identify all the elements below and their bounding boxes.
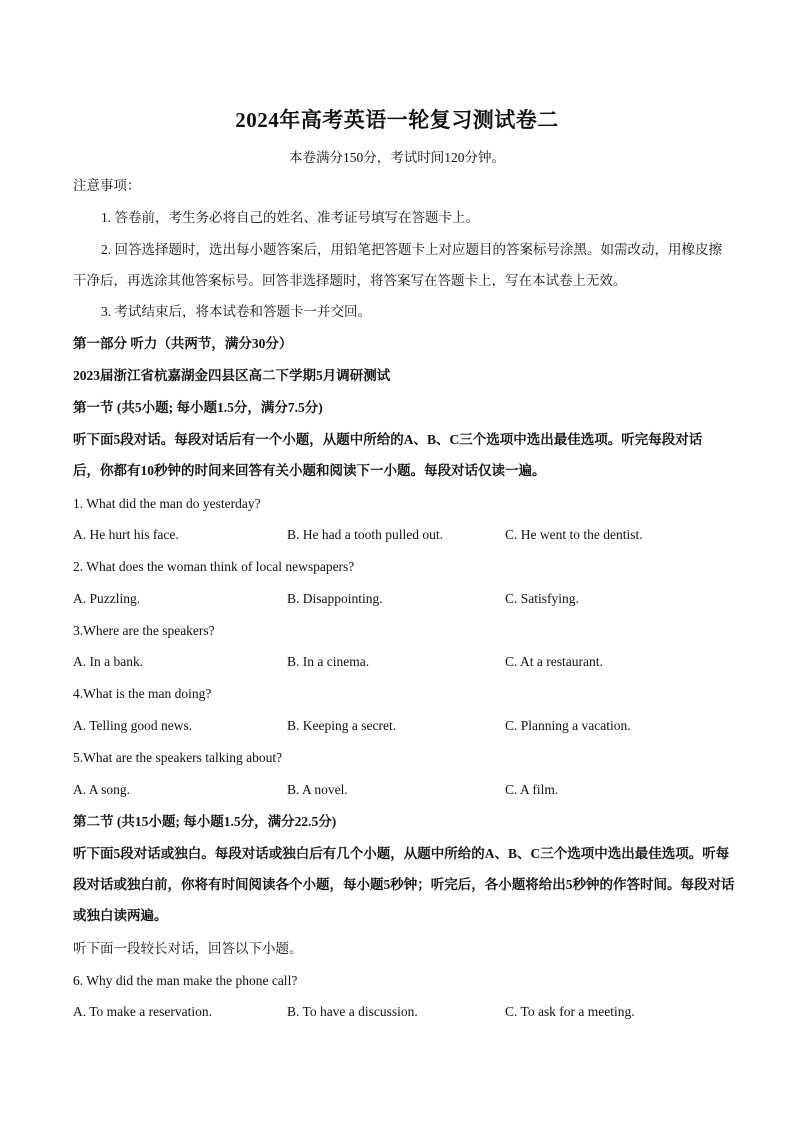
question-1-options [73,525,733,545]
question-6-option-b: B. To have a discussion. [287,1004,418,1019]
page-title: 2024年高考英语一轮复习测试卷二 [235,108,559,132]
question-4-option-b: B. Keeping a secret. [287,718,397,733]
notice-item-3: 3. 考试结束后，将本试卷和答题卡一并交回。 [101,304,371,319]
question-4-options [73,716,733,736]
question-2-options [73,589,733,609]
question-6-option-c: C. To ask for a meeting. [505,1004,635,1019]
question-2-stem: 2. What does the woman think of local newspapers? [73,559,355,574]
notice-heading: 注意事项： [73,178,141,193]
question-2-option-c: C. Satisfying. [505,591,579,606]
question-2-option-b: B. Disappointing. [287,591,383,606]
question-3-options [73,652,733,672]
question-1-option-a: A. He hurt his face. [73,527,179,542]
section1-instructions: 听下面5段对话。每段对话后有一个小题，从题中所给的A、B、C三个选项中选出最佳选项。听完每段对话后，你都有10秒钟的时间来回答有关小题和阅读下一小题。每段对话仅读一遍。 [73,432,703,478]
section1-heading: 第一节 (共5小题; 每小题1.5分，满分7.5分) [73,400,323,415]
question-4-option-c: C. Planning a vacation. [505,718,631,733]
question-5-option-b: B. A novel. [287,782,348,797]
question-4-stem: 4.What is the man doing? [73,686,212,701]
notice-item-2: 2. 回答选择题时，选出每小题答案后，用铅笔把答题卡上对应题目的答案标号涂黑。如需改动，用橡皮擦干净后，再选涂其他答案标号。回答非选择题时，将答案写在答题卡上，写在本试卷上无效。 [73,242,722,288]
question-1-option-b: B. He had a tooth pulled out. [287,527,443,542]
page-subtitle: 本卷满分150分，考试时间120分钟。 [289,150,505,165]
question-5-options [73,780,733,800]
question-1-option-c: C. He went to the dentist. [505,527,643,542]
question-6-stem: 6. Why did the man make the phone call? [73,973,298,988]
question-6-option-a: A. To make a reservation. [73,1004,213,1019]
question-1-stem: 1. What did the man do yesterday? [73,496,261,511]
source-line: 2023届浙江省杭嘉湖金四县区高二下学期5月调研测试 [73,368,391,383]
question-3-option-c: C. At a restaurant. [505,654,603,669]
question-5-stem: 5.What are the speakers talking about? [73,750,283,765]
section2-heading: 第二节 (共15小题; 每小题1.5分，满分22.5分) [73,814,337,829]
question-3-stem: 3.Where are the speakers? [73,623,215,638]
question-3-option-a: A. In a bank. [73,654,144,669]
question-6-options [73,1002,733,1022]
section2-lead: 听下面一段较长对话，回答以下小题。 [73,941,303,956]
section2-instructions: 听下面5段对话或独白。每段对话或独白后有几个小题，从题中所给的A、B、C三个选项中选出最佳选项。听每段对话或独白前，你将有时间阅读各个小题，每小题5秒钟；听完后，各小题将给出5秒钟的作答时间。每段对话或独白读两遍。 [73,846,735,923]
part1-heading: 第一部分 听力（共两节，满分30分） [73,336,293,351]
question-5-option-a: A. A song. [73,782,131,797]
question-2-option-a: A. Puzzling. [73,591,141,606]
question-3-option-b: B. In a cinema. [287,654,370,669]
question-5-option-c: C. A film. [505,782,559,797]
question-4-option-a: A. Telling good news. [73,718,193,733]
notice-item-1: 1. 答卷前，考生务必将自己的姓名、准考证号填写在答题卡上。 [101,210,479,225]
